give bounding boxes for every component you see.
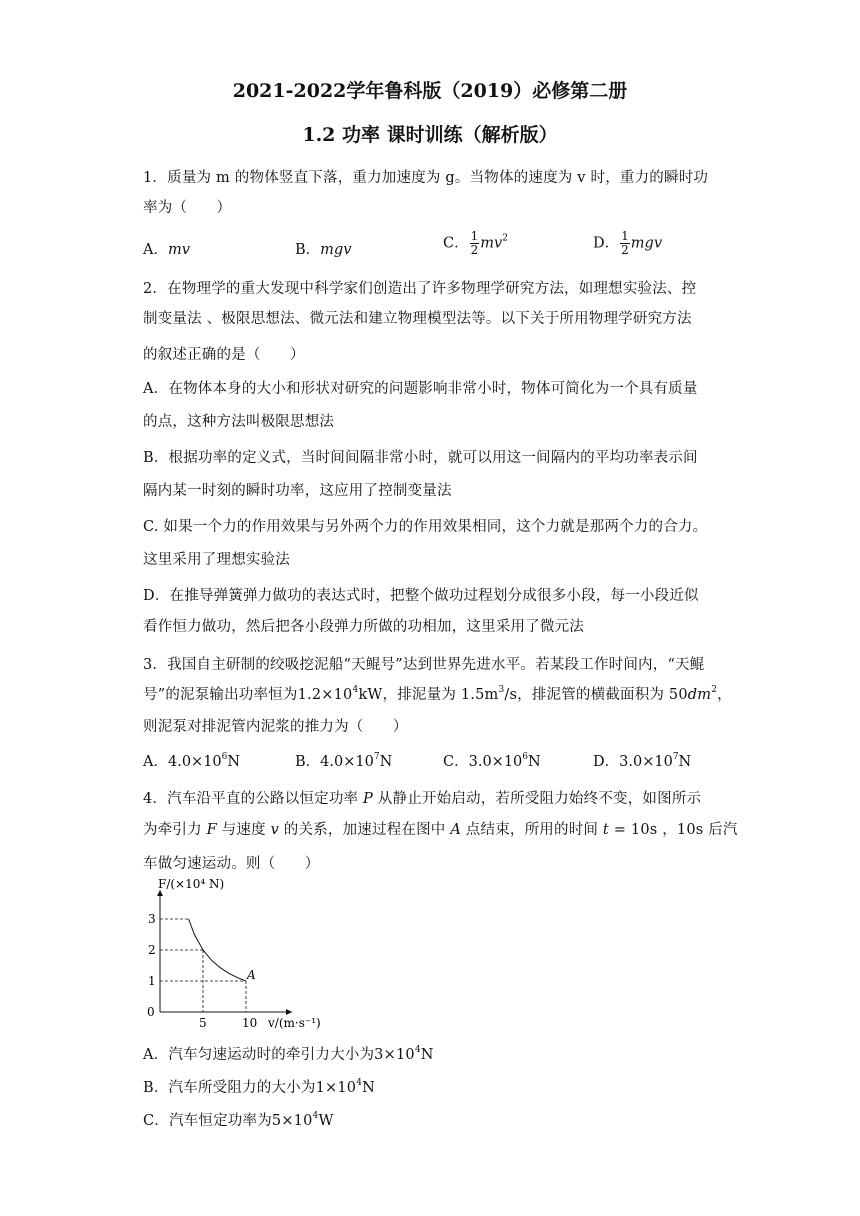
force-velocity-graph <box>140 874 330 1034</box>
fraction: $\frac{1}{2}$ <box>470 229 479 257</box>
q3-stem-line2: 号”的泥泵输出功率恒为$1.2\times 10^4kW$，排泥量为 $1.5m^3/s$，排泥管的横截面积为 $50dm^2$， <box>143 685 732 703</box>
q3-stem-line1: 3．我国自主研制的绞吸挖泥船“天鲲号”达到世界先进水平。若某段工作时间内，“天鲲 <box>143 657 705 673</box>
q1-option-b: B．mgv <box>295 242 352 258</box>
point-a-label: A <box>247 968 256 982</box>
q4-option-c: C．汽车恒定功率为$5\times 10^4W$ <box>143 1111 334 1129</box>
q2-stem-line1: 2．在物理学的重大发现中科学家们创造出了许多物理学研究方法，如理想实验法、控 <box>143 281 697 297</box>
x-tick-label: 5 <box>199 1016 207 1030</box>
y-tick-label: 1 <box>148 974 156 988</box>
q2-option-d-line1: D．在推导弹簧弹力做功的表达式时，把整个做功过程划分成很多小段，每一小段近似 <box>143 588 699 604</box>
q1-stem-line2: 率为（ ） <box>143 200 232 216</box>
q3-option-c: C．$3.0\times 10^6N$ <box>443 752 541 770</box>
q4-stem-line1: 4．汽车沿平直的公路以恒定功率 P 从静止开始启动，若所受阻力始终不变，如图所示 <box>143 791 702 807</box>
x-axis-label: v/(m·s⁻¹) <box>268 1016 321 1030</box>
q2-option-b-line2: 隔内某一时刻的瞬时功率，这应用了控制变量法 <box>143 483 452 499</box>
q4-stem-line3: 车做匀速运动。则（ ） <box>143 856 320 872</box>
q2-stem-line2: 制变量法 、极限思想法、微元法和建立物理模型法等。以下关于所用物理学研究方法 <box>143 311 692 327</box>
q4-stem-line2: 为牵引力 F 与速度 v 的关系，加速过程在图中 A 点结束，所用的时间 t = 10s ，10s 后汽 <box>143 822 738 838</box>
y-axis-label: F/(×10⁴ N) <box>158 877 225 891</box>
y-tick-label: 3 <box>148 912 156 926</box>
q3-option-b: B．$4.0\times 10^7N$ <box>295 752 393 770</box>
q2-option-a-line1: A．在物体本身的大小和形状对研究的问题影响非常小时，物体可简化为一个具有质量 <box>143 381 698 397</box>
q2-option-b-line1: B．根据功率的定义式，当时间间隔非常小时，就可以用这一间隔内的平均功率表示间 <box>143 450 698 466</box>
doc-title: 2021-2022学年鲁科版（2019）必修第二册 <box>232 80 628 102</box>
origin-label: 0 <box>147 1005 155 1019</box>
fraction: $\frac{1}{2}$ <box>621 229 629 257</box>
q2-option-a-line2: 的点，这种方法叫极限思想法 <box>143 414 335 430</box>
q4-option-b: B．汽车所受阻力的大小为$1\times 10^4N$ <box>143 1078 376 1096</box>
q1-option-d: D． $\frac{1}{2}$ mgv <box>593 229 663 257</box>
x-tick-label: 10 <box>242 1016 258 1030</box>
q4-option-a: A．汽车匀速运动时的牵引力大小为$3\times 10^4N$ <box>143 1045 434 1063</box>
q2-option-c-line2: 这里采用了理想实验法 <box>143 552 290 568</box>
q1-stem-line1: 1．质量为 m 的物体竖直下落，重力加速度为 g。当物体的速度为 v 时，重力的瞬时功 <box>143 170 709 186</box>
y-tick-label: 2 <box>148 943 156 957</box>
q1-option-c: C． $\frac{1}{2}$ $mv^2$ <box>443 229 508 257</box>
q3-option-a: A．$4.0\times 10^6N$ <box>143 752 241 770</box>
q3-option-d: D．$3.0\times 10^7N$ <box>593 752 692 770</box>
q2-option-d-line2: 看作恒力做功，然后把各小段弹力所做的功相加，这里采用了微元法 <box>143 619 584 635</box>
q2-stem-line3: 的叙述正确的是（ ） <box>143 347 305 363</box>
q3-stem-line3: 则泥泵对排泥管内泥浆的推力为（ ） <box>143 719 408 735</box>
doc-subtitle: 1.2 功率 课时训练（解析版） <box>302 124 558 146</box>
q2-option-c-line1: C. 如果一个力的作用效果与另外两个力的作用效果相同，这个力就是那两个力的合力。 <box>143 519 708 535</box>
x-axis-arrow <box>286 1009 292 1015</box>
q1-option-a: A．mv <box>143 242 190 258</box>
